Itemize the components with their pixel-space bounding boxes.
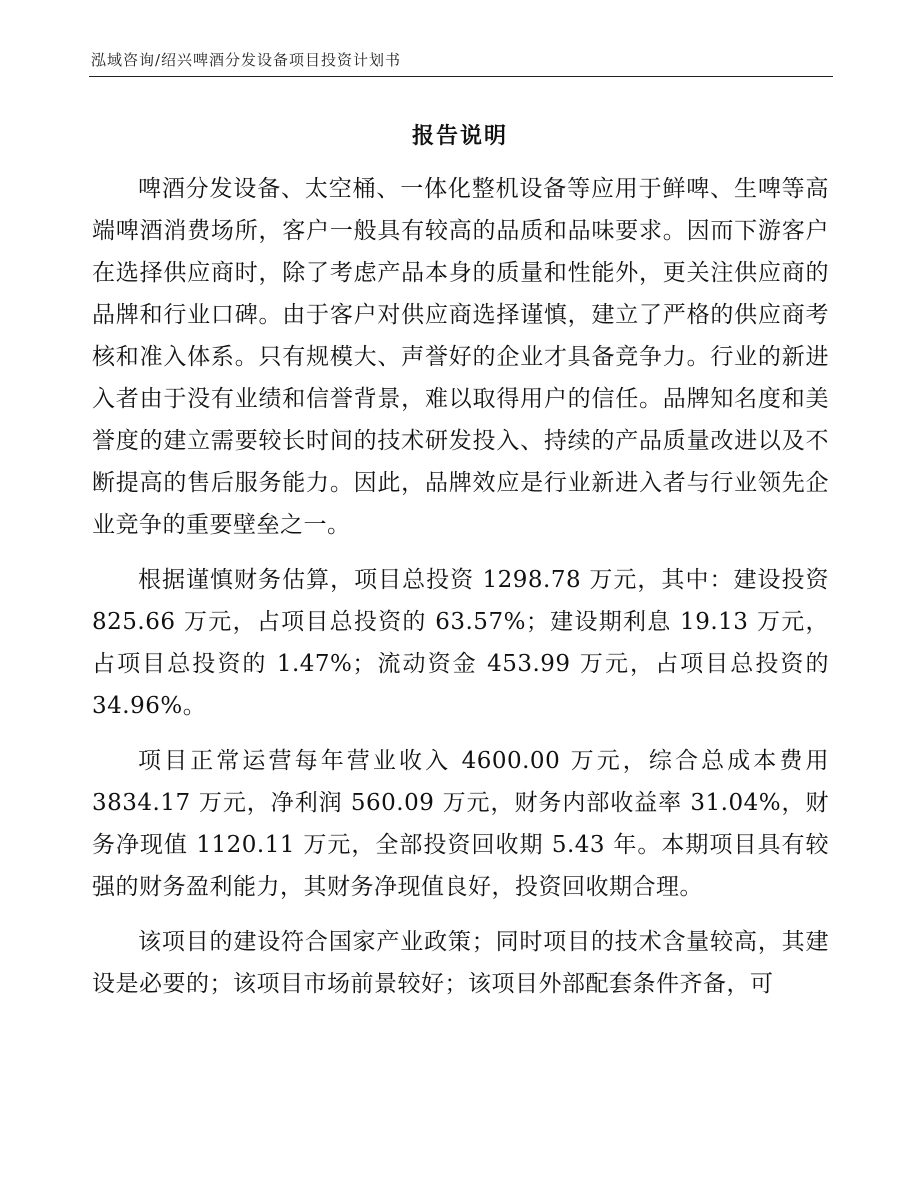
paragraph-financial-returns: 项目正常运营每年营业收入 4600.00 万元，综合总成本费用 3834.17 万元，净利润 560.09 万元，财务内部收益率 31.04%，财务净现值 1120.11 万元，全部投资回收期 5.43 年。本期项目具有较强的财务盈利能力，其财务净现值良好，投资回收期合理。 — [92, 748, 829, 900]
page-title: 报告说明 — [411, 123, 508, 149]
running-header: 泓域咨询/绍兴啤酒分发设备项目投资计划书 — [91, 51, 402, 69]
paragraph-industry-barrier: 啤酒分发设备、太空桶、一体化整机设备等应用于鲜啤、生啤等高端啤酒消费场所，客户一般具有较高的品质和品味要求。因而下游客户在选择供应商时，除了考虑产品本身的质量和性能外，更关注供应商的品牌和行业口碑。由于客户对供应商选择谨慎，建立了严格的供应商考核和准入体系。只有规模大、声誉好的企业才具备竞争力。行业的新进入者由于没有业绩和信誉背景，难以取得用户的信任。品牌知名度和美誉度的建立需要较长时间的技术研发投入、持续的产品质量改进以及不断提高的售后服务能力。因此，品牌效应是行业新进入者与行业领先企业竞争的重要壁垒之一。 — [92, 176, 829, 538]
header-divider — [89, 76, 833, 77]
paragraph-feasibility: 该项目的建设符合国家产业政策；同时项目的技术含量较高，其建设是必要的；该项目市场前景较好；该项目外部配套条件齐备，可 — [92, 929, 829, 997]
paragraph-investment-estimate: 根据谨慎财务估算，项目总投资 1298.78 万元，其中：建设投资 825.66 万元，占项目总投资的 63.57%；建设期利息 19.13 万元，占项目总投资的 1.47%；流动资金 453.99 万元，占项目总投资的 34.96%。 — [92, 567, 829, 719]
document-body — [92, 168, 829, 1018]
